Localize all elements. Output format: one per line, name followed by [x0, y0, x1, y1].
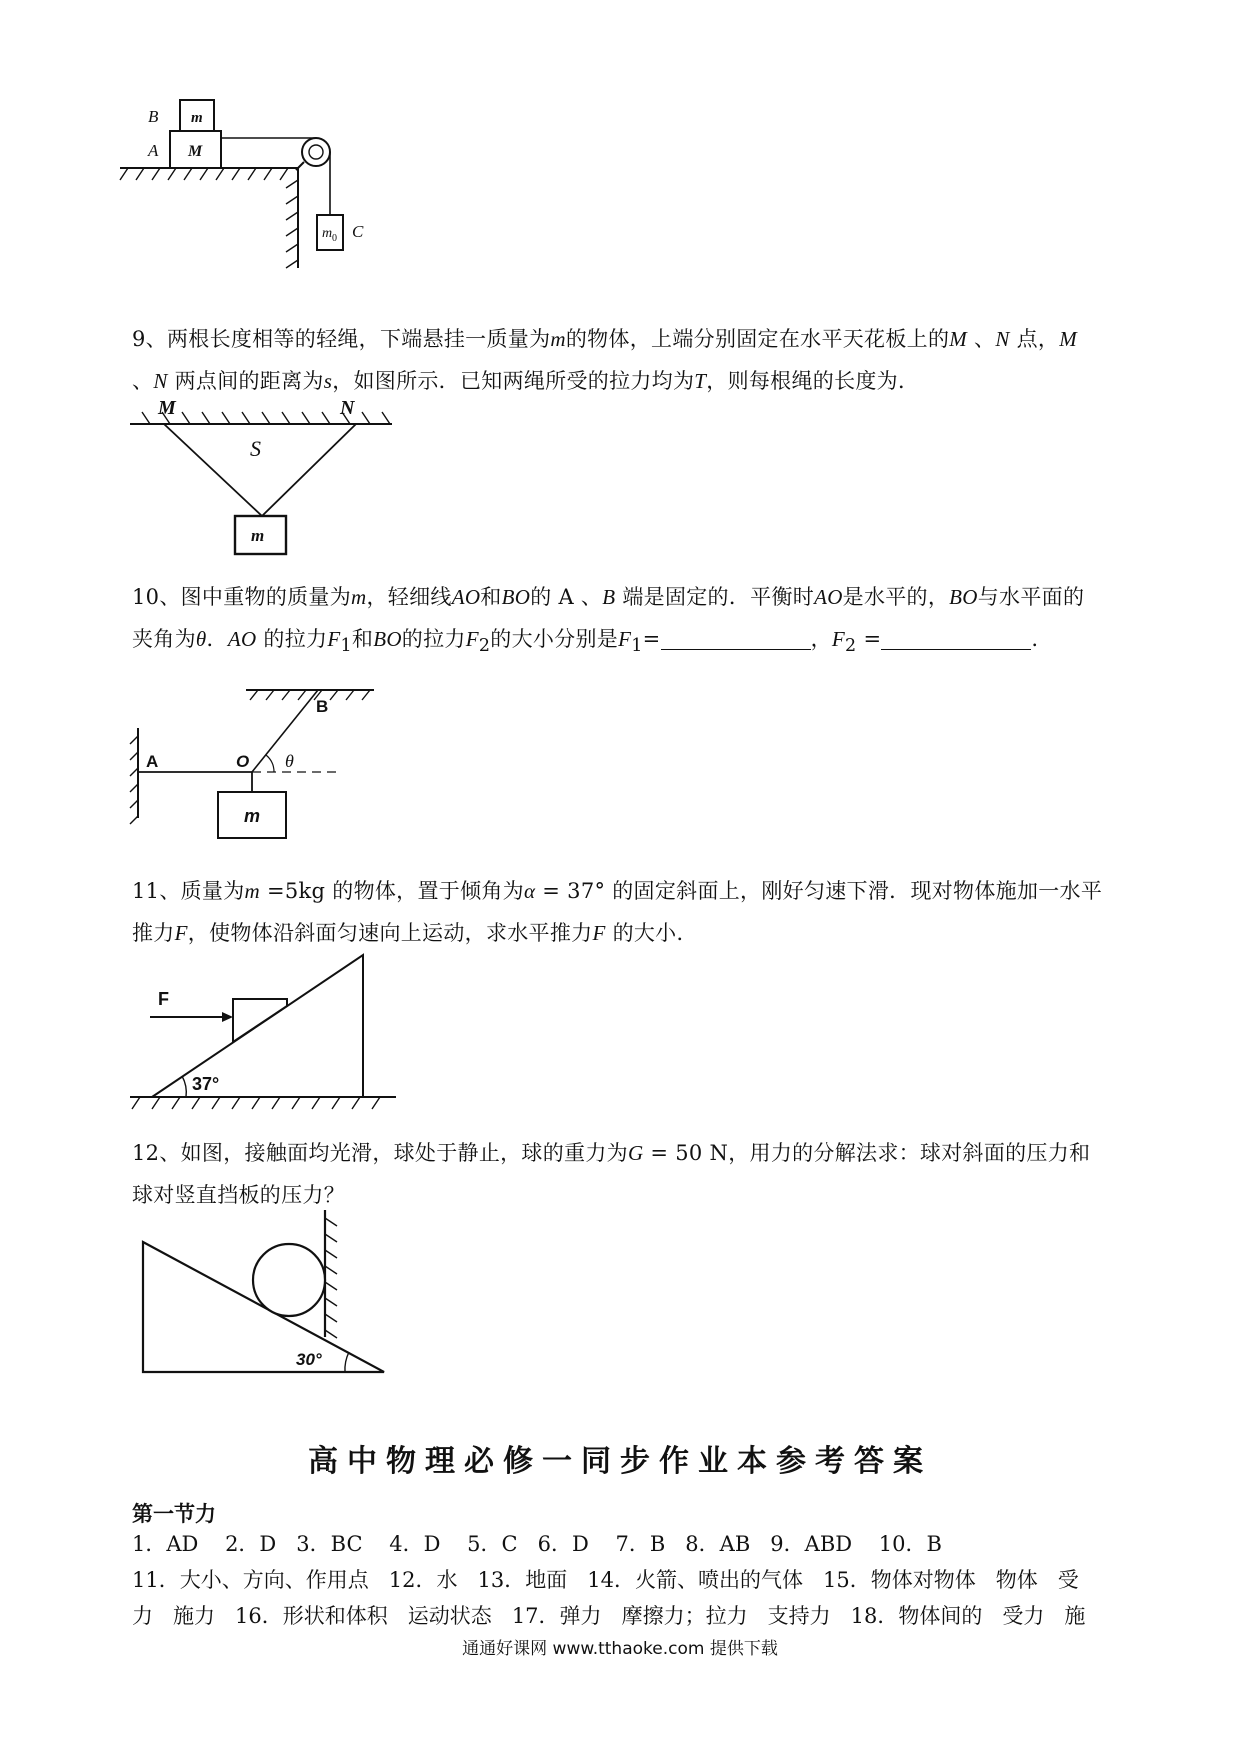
var-M: M	[949, 327, 968, 351]
var-F2-b: F	[831, 627, 846, 651]
answer-blank-f2[interactable]	[881, 625, 1031, 650]
fig8-subscript-0: 0	[332, 233, 337, 244]
problem-12	[132, 1132, 1104, 1216]
problem-10-text-4: 的 A 、	[530, 585, 603, 609]
problem-10-text-15: =	[856, 627, 882, 651]
problem-10-text-8: ．	[206, 627, 228, 651]
sub-1: 1	[340, 636, 352, 657]
fig9-block-m: m	[251, 526, 265, 545]
problem-9	[132, 318, 1104, 402]
figure-12-ball-wedge	[138, 1210, 398, 1380]
problem-10-text-14: ，	[810, 627, 832, 651]
var-F1-b: F	[618, 627, 632, 651]
fig8-block-big-m: M	[188, 143, 203, 160]
fig10-block-m: m	[244, 806, 261, 826]
problem-11-text-5: 的大小．	[605, 921, 698, 945]
fig8-block-m0: m	[322, 226, 333, 241]
problem-9-text-7: ，如图所示．已知两绳所受的拉力均为	[332, 369, 695, 393]
problem-11-text-4: ，使物体沿斜面匀速向上运动，求水平推力	[187, 921, 593, 945]
answer-key-title: 高中物理必修一同步作业本参考答案	[308, 1444, 932, 1479]
var-BO: BO	[501, 585, 531, 609]
answer-line-2: 11．大小、方向、作用点 12．水 13．地面 14．火箭、喷出的气体 15．物体对物体 物体 受	[132, 1568, 1079, 1592]
problem-9-text-6: 两点间的距离为	[167, 369, 324, 393]
problem-11-number: 11、	[132, 879, 181, 903]
sub-1-b: 1	[631, 636, 643, 657]
problem-11-text-2: =5kg 的物体，置于倾角为	[260, 879, 524, 903]
problem-9-text-8: ，则每根绳的长度为．	[706, 369, 920, 393]
fig9-label-m: M	[158, 397, 176, 419]
var-F1: F	[327, 627, 341, 651]
problem-10	[132, 576, 1104, 667]
problem-9-text-5: 、	[132, 369, 154, 393]
problem-9-text-4: 点，	[1009, 327, 1060, 351]
fig10-label-b: B	[316, 697, 329, 716]
var-AO: AO	[451, 585, 481, 609]
problem-10-text-5: 端是固定的．平衡时	[615, 585, 815, 609]
problem-10-text-13: =	[642, 627, 661, 651]
var-AO-3: AO	[227, 627, 257, 651]
var-F: F	[174, 921, 188, 945]
var-B: B	[602, 585, 616, 609]
fig8-block-m: m	[191, 110, 203, 126]
answer-blank-f1[interactable]	[661, 625, 811, 650]
problem-12-text-1: 如图，接触面均光滑，球处于静止，球的重力为	[180, 1141, 628, 1165]
var-theta: θ	[195, 627, 207, 651]
problem-12-number: 12、	[132, 1141, 181, 1165]
problem-9-text-3: 、	[967, 327, 996, 351]
problem-10-text-2: ，轻细线	[366, 585, 452, 609]
var-F-2: F	[592, 921, 606, 945]
problem-10-number: 10、	[132, 585, 181, 609]
answer-line-3: 力 施力 16．形状和体积 运动状态 17．弹力 摩擦力；拉力 支持力 18．物体间的 受力 施	[132, 1604, 1086, 1628]
fig11-label-f: F	[158, 989, 169, 1009]
problem-10-text-7: 与水平面的夹角为	[132, 585, 1085, 651]
figure-10-strings	[130, 688, 390, 848]
problem-10-text-6: 是水平的，	[842, 585, 950, 609]
problem-10-text-3: 和	[480, 585, 502, 609]
problem-10-text-16: .	[1031, 627, 1039, 651]
fig10-label-a: A	[146, 752, 159, 771]
fig9-label-s: S	[250, 436, 261, 461]
figure-9-two-ropes	[130, 398, 410, 558]
problem-9-number: 9、	[132, 327, 167, 351]
var-T: T	[694, 369, 707, 393]
section-title: 第一节力	[132, 1501, 216, 1526]
var-BO-3: BO	[373, 627, 402, 651]
var-N-2: N	[153, 369, 168, 393]
var-AO-2: AO	[814, 585, 843, 609]
problem-10-text-12: 的大小分别是	[490, 627, 619, 651]
problem-10-text-1: 图中重物的质量为	[180, 585, 352, 609]
fig10-label-theta: θ	[285, 751, 294, 771]
problem-11-text-3: = 37° 的固定斜面上，刚好匀速下滑．现对物体施加一水平推力	[132, 879, 1103, 945]
problem-10-text-11: 的拉力	[401, 627, 466, 651]
fig9-label-n: N	[340, 397, 355, 419]
var-alpha: α	[523, 879, 536, 903]
var-s: s	[323, 369, 333, 393]
fig10-label-o: O	[236, 752, 250, 771]
fig11-label-angle: 37°	[192, 1074, 220, 1094]
var-N: N	[995, 327, 1010, 351]
var-m: m	[550, 327, 566, 351]
figure-8-pulley	[120, 100, 420, 300]
problem-12-text-2: = 50 N，用力的分解法求：球对斜面的压力和球对竖直挡板的压力？	[132, 1141, 1091, 1207]
fig12-label-angle: 30°	[296, 1350, 322, 1369]
problem-9-text-2: 的物体，上端分别固定在水平天花板上的	[565, 327, 950, 351]
problem-11	[132, 870, 1104, 954]
fig8-label-a: A	[148, 141, 159, 160]
var-m: m	[351, 585, 367, 609]
problem-10-text-10: 和	[351, 627, 374, 651]
var-M-2: M	[1059, 327, 1078, 351]
var-m: m	[244, 879, 260, 903]
problem-10-text-9: 的拉力	[256, 627, 328, 651]
answer-line-1: 1．AD 2．D 3．BC 4．D 5．C 6．D 7．B 8．AB 9．ABD 10．B	[132, 1532, 942, 1556]
page-footer: 通通好课网 www.tthaoke.com 提供下载	[462, 1639, 778, 1659]
problem-9-text-1: 两根长度相等的轻绳，下端悬挂一质量为	[166, 327, 551, 351]
problem-11-text-1: 质量为	[180, 879, 245, 903]
var-F2: F	[465, 627, 479, 651]
sub-2-b: 2	[845, 636, 857, 657]
var-BO-2: BO	[949, 585, 978, 609]
figure-11-incline	[130, 955, 410, 1115]
var-G: G	[627, 1141, 644, 1165]
fig8-label-c: C	[352, 222, 364, 241]
sub-2: 2	[478, 636, 491, 657]
fig8-label-b: B	[148, 107, 159, 126]
